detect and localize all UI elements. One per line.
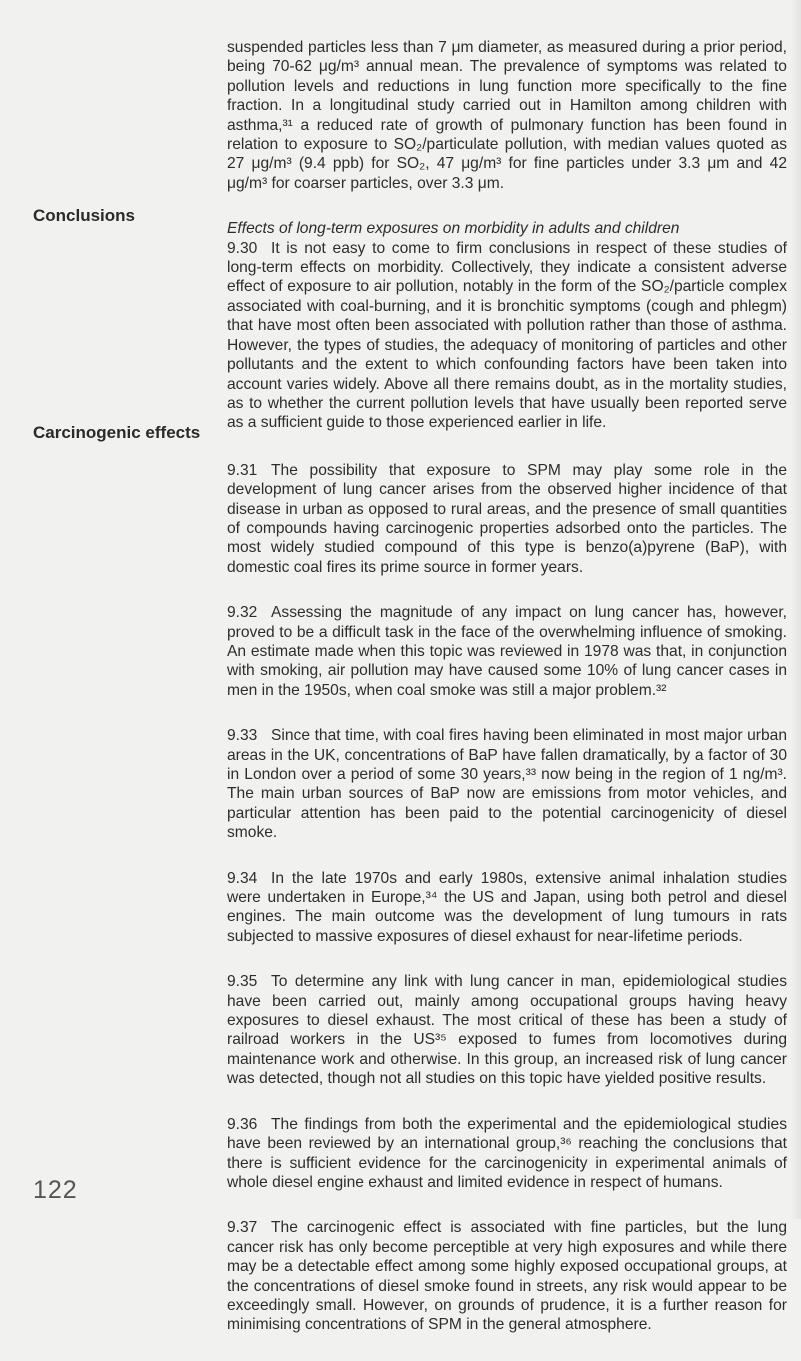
page-edge-shadow — [791, 0, 801, 1219]
paragraph-number: 9.31 — [227, 461, 258, 479]
paragraph-9-32 — [227, 603, 787, 700]
paragraph-9-36 — [227, 1115, 787, 1193]
paragraph-text: To determine any link with lung cancer in man, epidemiological studies have been carried out, mainly among occupational groups having heavy exposures to diesel exhaust. The most critical of these has been a study of railroad workers in the US³⁵ exposed to fumes from locomotives during maintenance work and otherwise. In this group, an increased risk of lung cancer was detected, though not all studies on this topic have yielded positive results. — [227, 973, 787, 1088]
paragraph-number: 9.30 — [227, 239, 258, 257]
margin-heading-conclusions: Conclusions — [33, 206, 136, 225]
intro-paragraph: suspended particles less than 7 μm diameter, as measured during a prior period, being 70-62 μg/m³ annual mean. The prevalence of symptoms was related to pollution levels and reductions in lung function more specifically to the fine fraction. In a longitudinal study carried out in Hamilton among children with asthma,³¹ a reduced rate of growth of pulmonary function has been found in relation to exposure to SO₂/particulate pollution, with median values quoted as 27 μg/m³ (9.4 ppb) for SO₂, 47 μg/m³ for fine particles under 3.3 μm and 42 μg/m³ for coarser particles, over 3.3 μm. — [227, 39, 787, 192]
paragraph-9-31 — [227, 461, 787, 577]
paragraph-number: 9.32 — [227, 604, 258, 622]
paragraph-text: The possibility that exposure to SPM may play some role in the development of lung cancer arises from the observed higher incidence of that disease in urban as opposed to rural areas, and the presence of small quantities of compounds having carcinogenic properties adsorbed onto the particles. The most widely studied compound of this type is benzo(a)pyrene (BaP), with domestic coal fires its prime source in former years. — [227, 461, 787, 576]
paragraph-number: 9.35 — [227, 973, 258, 991]
margin-heading-carcinogenic-effects: Carcinogenic effects — [33, 423, 201, 442]
paragraph-number: 9.34 — [227, 869, 258, 887]
paragraph-number: 9.37 — [227, 1219, 258, 1237]
paragraph-text: The findings from both the experimental and the epidemiological studies have been reviewed by an international group,³⁶ reaching the conclusions that there is sufficient evidence for the carcinogenicity in experimental animals of whole diesel engine exhaust and limited evidence in respect of humans. — [227, 1115, 787, 1191]
paragraph-9-37 — [227, 1218, 787, 1334]
paragraph-text: Assessing the magnitude of any impact on lung cancer has, however, proved to be a difficult task in the face of the overwhelming influence of smoking. An estimate made when this topic was reviewed in 1978 was that, in conjunction with smoking, air pollution may have caused some 10% of lung cancer cases in men in the 1950s, when coal smoke was still a major problem.³² — [227, 604, 787, 699]
page-number: 122 — [33, 1176, 78, 1204]
paragraph-number: 9.36 — [227, 1115, 258, 1133]
section-subheading: Effects of long-term exposures on morbidity in adults and children — [227, 220, 680, 238]
paragraph-text: It is not easy to come to firm conclusions in respect of these studies of long-term effects on morbidity. Collectively, they indicate a consistent adverse effect of exposure to air pollution, notably in the form of the SO₂/particle complex associated with coal-burning, and it is bronchitic symptoms (cough and phlegm) that have most often been associated with pollution rather than those of asthma. However, the types of studies, the adequacy of monitoring of particles and other pollutants and the extent to which confounding factors have been taken into account varies widely. Above all there remains doubt, as in the mortality studies, as to whether the current pollution levels that have usually been reported serve as a sufficient guide to those experienced earlier in life. — [227, 239, 787, 432]
paragraph-text: The carcinogenic effect is associated with fine particles, but the lung cancer risk has only become perceptible at very high exposures and while there may be a detectable effect among some highly exposed occupational groups, at the concentrations of diesel smoke found in streets, any risk would appear to be exceedingly small. However, on grounds of prudence, it is a further reason for minimising concentrations of SPM in the general atmosphere. — [227, 1219, 787, 1334]
body-text-column — [227, 38, 787, 1361]
paragraph-text: In the late 1970s and early 1980s, extensive animal inhalation studies were undertaken in Europe,³⁴ the US and Japan, using both petrol and diesel engines. The main outcome was the development of lung tumours in rats subjected to massive exposures of diesel exhaust for near-lifetime periods. — [227, 869, 787, 945]
paragraph-9-33 — [227, 726, 787, 842]
paragraph-number: 9.33 — [227, 727, 258, 745]
paragraph-9-34 — [227, 869, 787, 947]
paragraph-text: Since that time, with coal fires having been eliminated in most major urban areas in the UK, concentrations of BaP have fallen dramatically, by a factor of 30 in London over a period of some 30 years,³³ now being in the region of 1 ng/m³. The main urban sources of BaP now are emissions from motor vehicles, and particular attention has been paid to the potential carcinogenicity of diesel smoke. — [227, 727, 787, 842]
paragraph-9-30 — [227, 239, 787, 433]
paragraph-9-35 — [227, 972, 787, 1088]
